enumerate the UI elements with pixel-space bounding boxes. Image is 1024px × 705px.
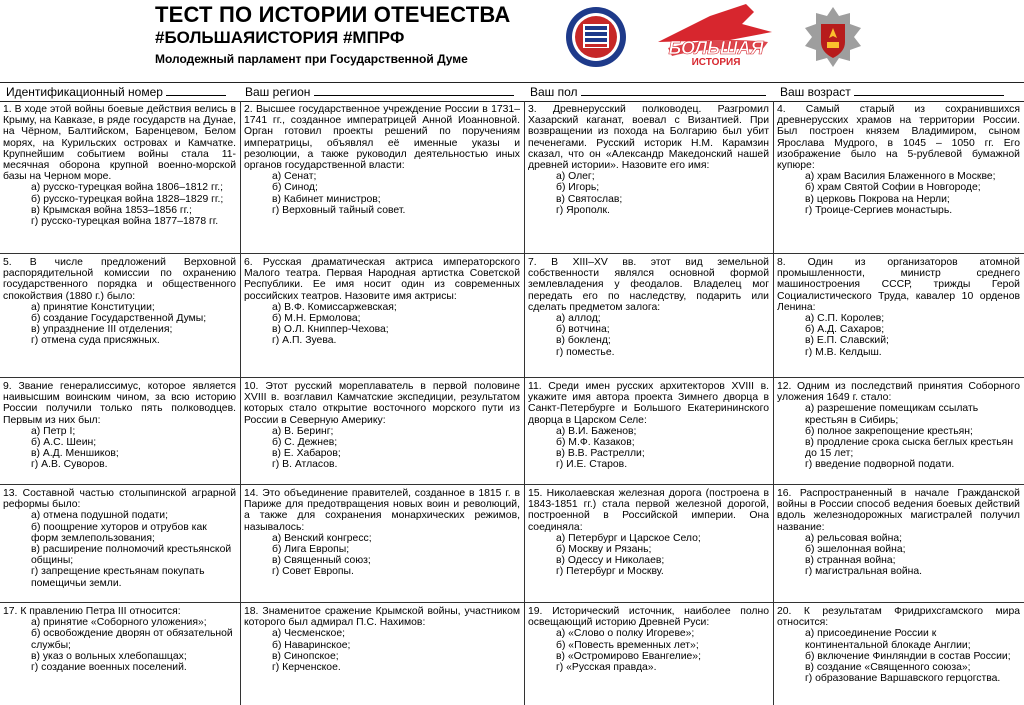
question-text: 3. Древнерусский полководец. Разгромил Хазарский каганат, воевал с Византией. При возвращении из похода на Болгарию был убит печенегами. Русский историк Н.М. Карамзин сказал, что он «Александр Македонский нашей древней истории». Назовите его имя: bbox=[528, 104, 769, 172]
field-region[interactable] bbox=[245, 83, 514, 101]
field-id[interactable] bbox=[6, 83, 226, 101]
answer-options bbox=[244, 171, 520, 216]
answer-option[interactable]: а) рельсовая война; bbox=[805, 532, 902, 544]
answer-option[interactable]: г) образование Варшавского герцогства. bbox=[805, 673, 1001, 685]
question-11 bbox=[528, 381, 769, 483]
answer-option[interactable]: б) А.С. Шеин; bbox=[31, 437, 97, 449]
answer-option[interactable]: г) Троице-Сергиев монастырь. bbox=[805, 204, 953, 216]
answer-option[interactable]: г) А.В. Суворов. bbox=[31, 459, 108, 471]
answer-option[interactable]: б) русско-турецкая война 1828–1829 гг.; bbox=[31, 193, 224, 205]
answer-options bbox=[528, 533, 769, 578]
question-19 bbox=[528, 606, 769, 705]
answer-options bbox=[244, 628, 520, 673]
question-text: 8. Один из организаторов атомной промышленности, министр среднего машиностроения СССР, трижды Герой Социалистического Труда, кавалер 10 орденов Ленина: bbox=[777, 257, 1020, 313]
answer-option[interactable]: б) включение Финляндии в состав России; bbox=[805, 650, 1011, 662]
answer-options bbox=[777, 403, 1020, 470]
answer-option[interactable]: а) Петр I; bbox=[31, 425, 76, 437]
question-1 bbox=[3, 104, 236, 252]
question-4 bbox=[777, 104, 1020, 252]
answer-option[interactable]: в) Крымская война 1853–1856 гг.; bbox=[31, 204, 192, 216]
question-text: 9. Звание генералиссимус, которое является наивысшим воинским чином, за всю историю России получили только пять полководцев. Первым из них был: bbox=[3, 381, 236, 426]
answer-option[interactable]: в) Священный союз; bbox=[272, 555, 371, 567]
answer-option[interactable]: а) принятие Конституции; bbox=[31, 301, 155, 313]
bolshaya-istoriya-logo bbox=[650, 2, 780, 68]
answer-option[interactable]: а) В. Беринг; bbox=[272, 425, 334, 437]
answer-option[interactable]: б) Лига Европы; bbox=[272, 544, 350, 556]
column-divider bbox=[524, 101, 525, 705]
answer-option[interactable]: а) присоединение России к континентальной блокаде Англии; bbox=[805, 628, 971, 651]
answer-option[interactable]: б) М.Н. Ермолова; bbox=[272, 313, 361, 325]
answer-option[interactable]: а) Венский конгресс; bbox=[272, 532, 372, 544]
answer-option[interactable]: г) введение подворной подати. bbox=[805, 459, 955, 471]
answer-options bbox=[528, 171, 769, 216]
answer-option[interactable]: в) бокленд; bbox=[556, 335, 611, 347]
answer-option[interactable]: в) Е. Хабаров; bbox=[272, 448, 341, 460]
question-text: 2. Высшее государственное учреждение России в 1731–1741 гг., созданное императрицей Анной Иоанновной. Орган готовил проекты решений по поручениям императрицы, объявлял её именные указы и резолюции, а также руководил деятельностью иных органов государственной власти: bbox=[244, 104, 520, 172]
answer-option[interactable]: а) русско-турецкая война 1806–1812 гг.; bbox=[31, 182, 224, 194]
question-17 bbox=[3, 606, 236, 705]
question-20 bbox=[777, 606, 1020, 705]
answer-option[interactable]: б) полное закрепощение крестьян; bbox=[805, 425, 973, 437]
question-2 bbox=[244, 104, 520, 252]
answer-option[interactable]: в) О.Л. Книппер-Чехова; bbox=[272, 324, 389, 336]
answer-option[interactable]: б) создание Государственной Думы; bbox=[31, 313, 207, 325]
answer-option[interactable]: г) В. Атласов. bbox=[272, 459, 338, 471]
answer-option[interactable]: а) храм Василия Блаженного в Москве; bbox=[805, 171, 996, 183]
answer-option[interactable]: в) Святослав; bbox=[556, 193, 623, 205]
answer-option[interactable]: г) Верховный тайный совет. bbox=[272, 204, 406, 216]
answer-option[interactable]: б) освобождение дворян от обязательной службы; bbox=[31, 628, 233, 651]
answer-options bbox=[777, 533, 1020, 578]
question-text: 1. В ходе этой войны боевые действия велись в Крыму, на Кавказе, в ряде государств на Дунае, на Чёрном, Балтийском, Баренцевом, Белом морях, на Курильских островах и Камчатке. Крупнейшим событием войны стала 11-месячная оборона крупной военно-морской базы на Черном море. bbox=[3, 104, 236, 183]
questions-grid bbox=[0, 101, 1024, 705]
question-text: 7. В XIII–XV вв. этот вид земельной собственности являлся основной формой землевладения у феодалов. Владелец мог передать его по наследству, подарить или сделать предметом залога: bbox=[528, 257, 769, 313]
row-divider bbox=[0, 602, 1024, 603]
answer-option[interactable]: а) Чесменское; bbox=[272, 628, 345, 640]
subtitle: Молодежный парламент при Государственной Думе bbox=[155, 52, 468, 66]
answer-option[interactable]: а) В.И. Баженов; bbox=[556, 425, 637, 437]
answer-option[interactable]: в) А.Д. Меншиков; bbox=[31, 448, 119, 460]
question-8 bbox=[777, 257, 1020, 376]
answer-option[interactable]: б) А.Д. Сахаров; bbox=[805, 324, 885, 336]
answer-option[interactable]: в) продление срока сыска беглых крестьян до 15 лет; bbox=[805, 437, 1014, 460]
answer-option[interactable]: а) С.П. Королев; bbox=[805, 313, 885, 325]
answer-option[interactable]: в) Синопское; bbox=[272, 650, 339, 662]
answer-option[interactable]: б) Синод; bbox=[272, 182, 318, 194]
question-text: 12. Одним из последствий принятия Соборного уложения 1649 г. стало: bbox=[777, 381, 1020, 404]
answer-option[interactable]: г) создание военных поселений. bbox=[31, 662, 187, 674]
answer-option[interactable]: а) Сенат; bbox=[272, 171, 317, 183]
question-text: 20. К результатам Фридрихсгамского мира относится: bbox=[777, 606, 1020, 629]
question-14 bbox=[244, 488, 520, 601]
field-age-line bbox=[854, 83, 1004, 96]
answer-options bbox=[244, 302, 520, 347]
answer-option[interactable]: в) «Остромирово Евангелие»; bbox=[556, 650, 701, 662]
answer-option[interactable]: в) расширение полномочий крестьянской общины; bbox=[31, 544, 232, 567]
answer-option[interactable]: г) Совет Европы. bbox=[272, 566, 354, 578]
answer-option[interactable]: а) разрешение помещикам ссылать крестьян в Сибирь; bbox=[805, 403, 979, 426]
answer-option[interactable]: в) Е.П. Славский; bbox=[805, 335, 889, 347]
question-3 bbox=[528, 104, 769, 252]
question-text: 6. Русская драматическая актриса императорского Малого театра. Первая Народная артистка Советской Республики. Ее имя носит один из современных российских театров. Назовите имя актрисы: bbox=[244, 257, 520, 302]
field-id-label: Идентификационный номер bbox=[6, 85, 163, 99]
answer-option[interactable]: б) Москву и Рязань; bbox=[556, 544, 652, 556]
answer-option[interactable]: г) отмена суда присяжных. bbox=[31, 335, 160, 347]
answer-option[interactable]: а) аллод; bbox=[556, 313, 601, 325]
answer-option[interactable]: в) Одессу и Николаев; bbox=[556, 555, 665, 567]
header bbox=[0, 0, 1024, 80]
answer-option[interactable]: г) М.В. Келдыш. bbox=[805, 346, 882, 358]
answer-option[interactable]: в) странная война; bbox=[805, 555, 896, 567]
question-7 bbox=[528, 257, 769, 376]
answer-options bbox=[244, 426, 520, 471]
answer-option[interactable]: в) указ о вольных хлебопашцах; bbox=[31, 650, 187, 662]
answer-option[interactable]: г) А.П. Зуева. bbox=[272, 335, 337, 347]
answer-option[interactable]: б) М.Ф. Казаков; bbox=[556, 437, 635, 449]
field-id-line bbox=[166, 83, 226, 96]
answer-option[interactable]: б) храм Святой Софии в Новгороде; bbox=[805, 182, 981, 194]
answer-option[interactable]: а) Петербург и Царское Село; bbox=[556, 532, 701, 544]
field-gender-line bbox=[581, 83, 766, 96]
answer-option[interactable]: а) отмена подушной подати; bbox=[31, 510, 168, 522]
question-9 bbox=[3, 381, 236, 483]
answer-options bbox=[3, 510, 236, 588]
question-text: 19. Исторический источник, наиболее полно освещающий историю Древней Руси: bbox=[528, 606, 769, 629]
question-text: 17. К правлению Петра III относится: bbox=[3, 606, 181, 617]
answer-options bbox=[777, 171, 1020, 216]
field-gender-label: Ваш пол bbox=[530, 85, 578, 99]
row-divider bbox=[0, 253, 1024, 254]
row-divider bbox=[0, 484, 1024, 485]
answer-option[interactable]: б) Наваринское; bbox=[272, 639, 351, 651]
question-6 bbox=[244, 257, 520, 376]
question-5 bbox=[3, 257, 236, 376]
answer-options bbox=[3, 426, 236, 471]
answer-option[interactable]: г) Керченское. bbox=[272, 662, 341, 674]
answer-option[interactable]: а) Олег; bbox=[556, 171, 595, 183]
answer-options bbox=[3, 617, 236, 673]
answer-option[interactable]: б) С. Дежнев; bbox=[272, 437, 338, 449]
logo-text-istoriya: ИСТОРИЯ bbox=[691, 57, 741, 68]
answer-option[interactable]: в) создание «Священного союза»; bbox=[805, 662, 971, 674]
answer-options bbox=[777, 628, 1020, 684]
answer-option[interactable]: а) принятие «Соборного уложения»; bbox=[31, 617, 207, 629]
field-age[interactable] bbox=[780, 83, 1004, 101]
column-divider bbox=[773, 101, 774, 705]
question-13 bbox=[3, 488, 236, 601]
answer-option[interactable]: в) Кабинет министров; bbox=[272, 193, 381, 205]
answer-options bbox=[528, 628, 769, 673]
answer-option[interactable]: г) поместье. bbox=[556, 346, 615, 358]
answer-option[interactable]: г) магистральная война. bbox=[805, 566, 923, 578]
question-text: 4. Самый старый из сохранившихся древнерусских храмов на территории России. Был построен князем Владимиром, сыном Ярослава Мудрого, в 1045 – 1050 гг. Его изображение было на 5-рублевой бумажной купюре: bbox=[777, 104, 1020, 172]
question-text: 10. Этот русский мореплаватель в первой половине XVIII в. возглавил Камчатские экспедиции, результатом которых стало открытие восточного морского пути из России в Северную Америку: bbox=[244, 381, 520, 426]
row-divider bbox=[0, 377, 1024, 378]
question-10 bbox=[244, 381, 520, 483]
answer-options bbox=[3, 182, 236, 227]
question-text: 5. В числе предложений Верховной распорядительной комиссии по охранению государственного порядка и общественного спокойствия (1880 г.) было: bbox=[3, 257, 236, 302]
answer-option[interactable]: г) И.Е. Старов. bbox=[556, 459, 628, 471]
answer-option[interactable]: а) В.Ф. Комиссаржевская; bbox=[272, 301, 397, 313]
question-text: 11. Среди имен русских архитекторов XVIII в. укажите имя автора проекта Зимнего дворца в Санкт-Петербурге и Большого Екатерининского дворца в Царском Селе: bbox=[528, 381, 769, 426]
answer-options bbox=[244, 533, 520, 578]
answer-options bbox=[3, 302, 236, 347]
question-text: 18. Знаменитое сражение Крымской войны, участником которого был адмирал П.С. Нахимов: bbox=[244, 606, 520, 629]
field-age-label: Ваш возраст bbox=[780, 85, 851, 99]
logo-text-bolshaya: БОЛЬШАЯ bbox=[668, 38, 764, 58]
answer-option[interactable]: б) эшелонная война; bbox=[805, 544, 906, 556]
question-text: 13. Составной частью столыпинской аграрной реформы было: bbox=[3, 488, 236, 511]
answer-option[interactable]: в) церковь Покрова на Нерли; bbox=[805, 193, 950, 205]
question-text: 15. Николаевская железная дорога (построена в 1843-1851 гг.) стала первой железной дорогой, построенной в Российской империи. Она соединяла: bbox=[528, 488, 769, 533]
field-gender[interactable] bbox=[530, 83, 766, 101]
question-text: 14. Это объединение правителей, созданное в 1815 г. в Париже для предотвращения новых воин и революций, а также для сохранения монархических режимов, называлось: bbox=[244, 488, 520, 533]
answer-option[interactable]: г) Петербург и Москву. bbox=[556, 566, 664, 578]
answer-options bbox=[777, 313, 1020, 358]
question-18 bbox=[244, 606, 520, 705]
column-divider bbox=[240, 101, 241, 705]
answer-option[interactable]: а) «Слово о полку Игореве»; bbox=[556, 628, 695, 640]
field-region-label: Ваш регион bbox=[245, 85, 311, 99]
field-region-line bbox=[314, 83, 514, 96]
answer-option[interactable]: г) Ярополк. bbox=[556, 204, 610, 216]
answer-option[interactable]: б) поощрение хуторов и отрубов как форм землепользования; bbox=[31, 521, 207, 544]
answer-option[interactable]: в) упразднение III отделения; bbox=[31, 324, 173, 336]
question-12 bbox=[777, 381, 1020, 483]
page-title: ТЕСТ ПО ИСТОРИИ ОТЕЧЕСТВА bbox=[155, 2, 511, 27]
answer-option[interactable]: б) Игорь; bbox=[556, 182, 600, 194]
answer-option[interactable]: г) «Русская правда». bbox=[556, 662, 657, 674]
question-16 bbox=[777, 488, 1020, 601]
participant-fields bbox=[0, 82, 1024, 102]
question-15 bbox=[528, 488, 769, 601]
emblem-logo bbox=[565, 6, 627, 68]
answer-option[interactable]: г) русско-турецкая война 1877–1878 гг. bbox=[31, 216, 219, 228]
answer-option[interactable]: б) «Повесть временных лет»; bbox=[556, 639, 699, 651]
question-text: 16. Распространенный в начале Гражданской войны в России способ ведения боевых действий вдоль железнодорожных магистралей получил название: bbox=[777, 488, 1020, 533]
answer-option[interactable]: г) запрещение крестьянам покупать помещичьи земли. bbox=[31, 566, 205, 589]
answer-option[interactable]: в) В.В. Растрелли; bbox=[556, 448, 645, 460]
answer-options bbox=[528, 426, 769, 471]
answer-options bbox=[528, 313, 769, 358]
hashtags: #БОЛЬШАЯИСТОРИЯ #МПРФ bbox=[155, 28, 405, 47]
shield-logo bbox=[803, 6, 863, 68]
answer-option[interactable]: б) вотчина; bbox=[556, 324, 610, 336]
